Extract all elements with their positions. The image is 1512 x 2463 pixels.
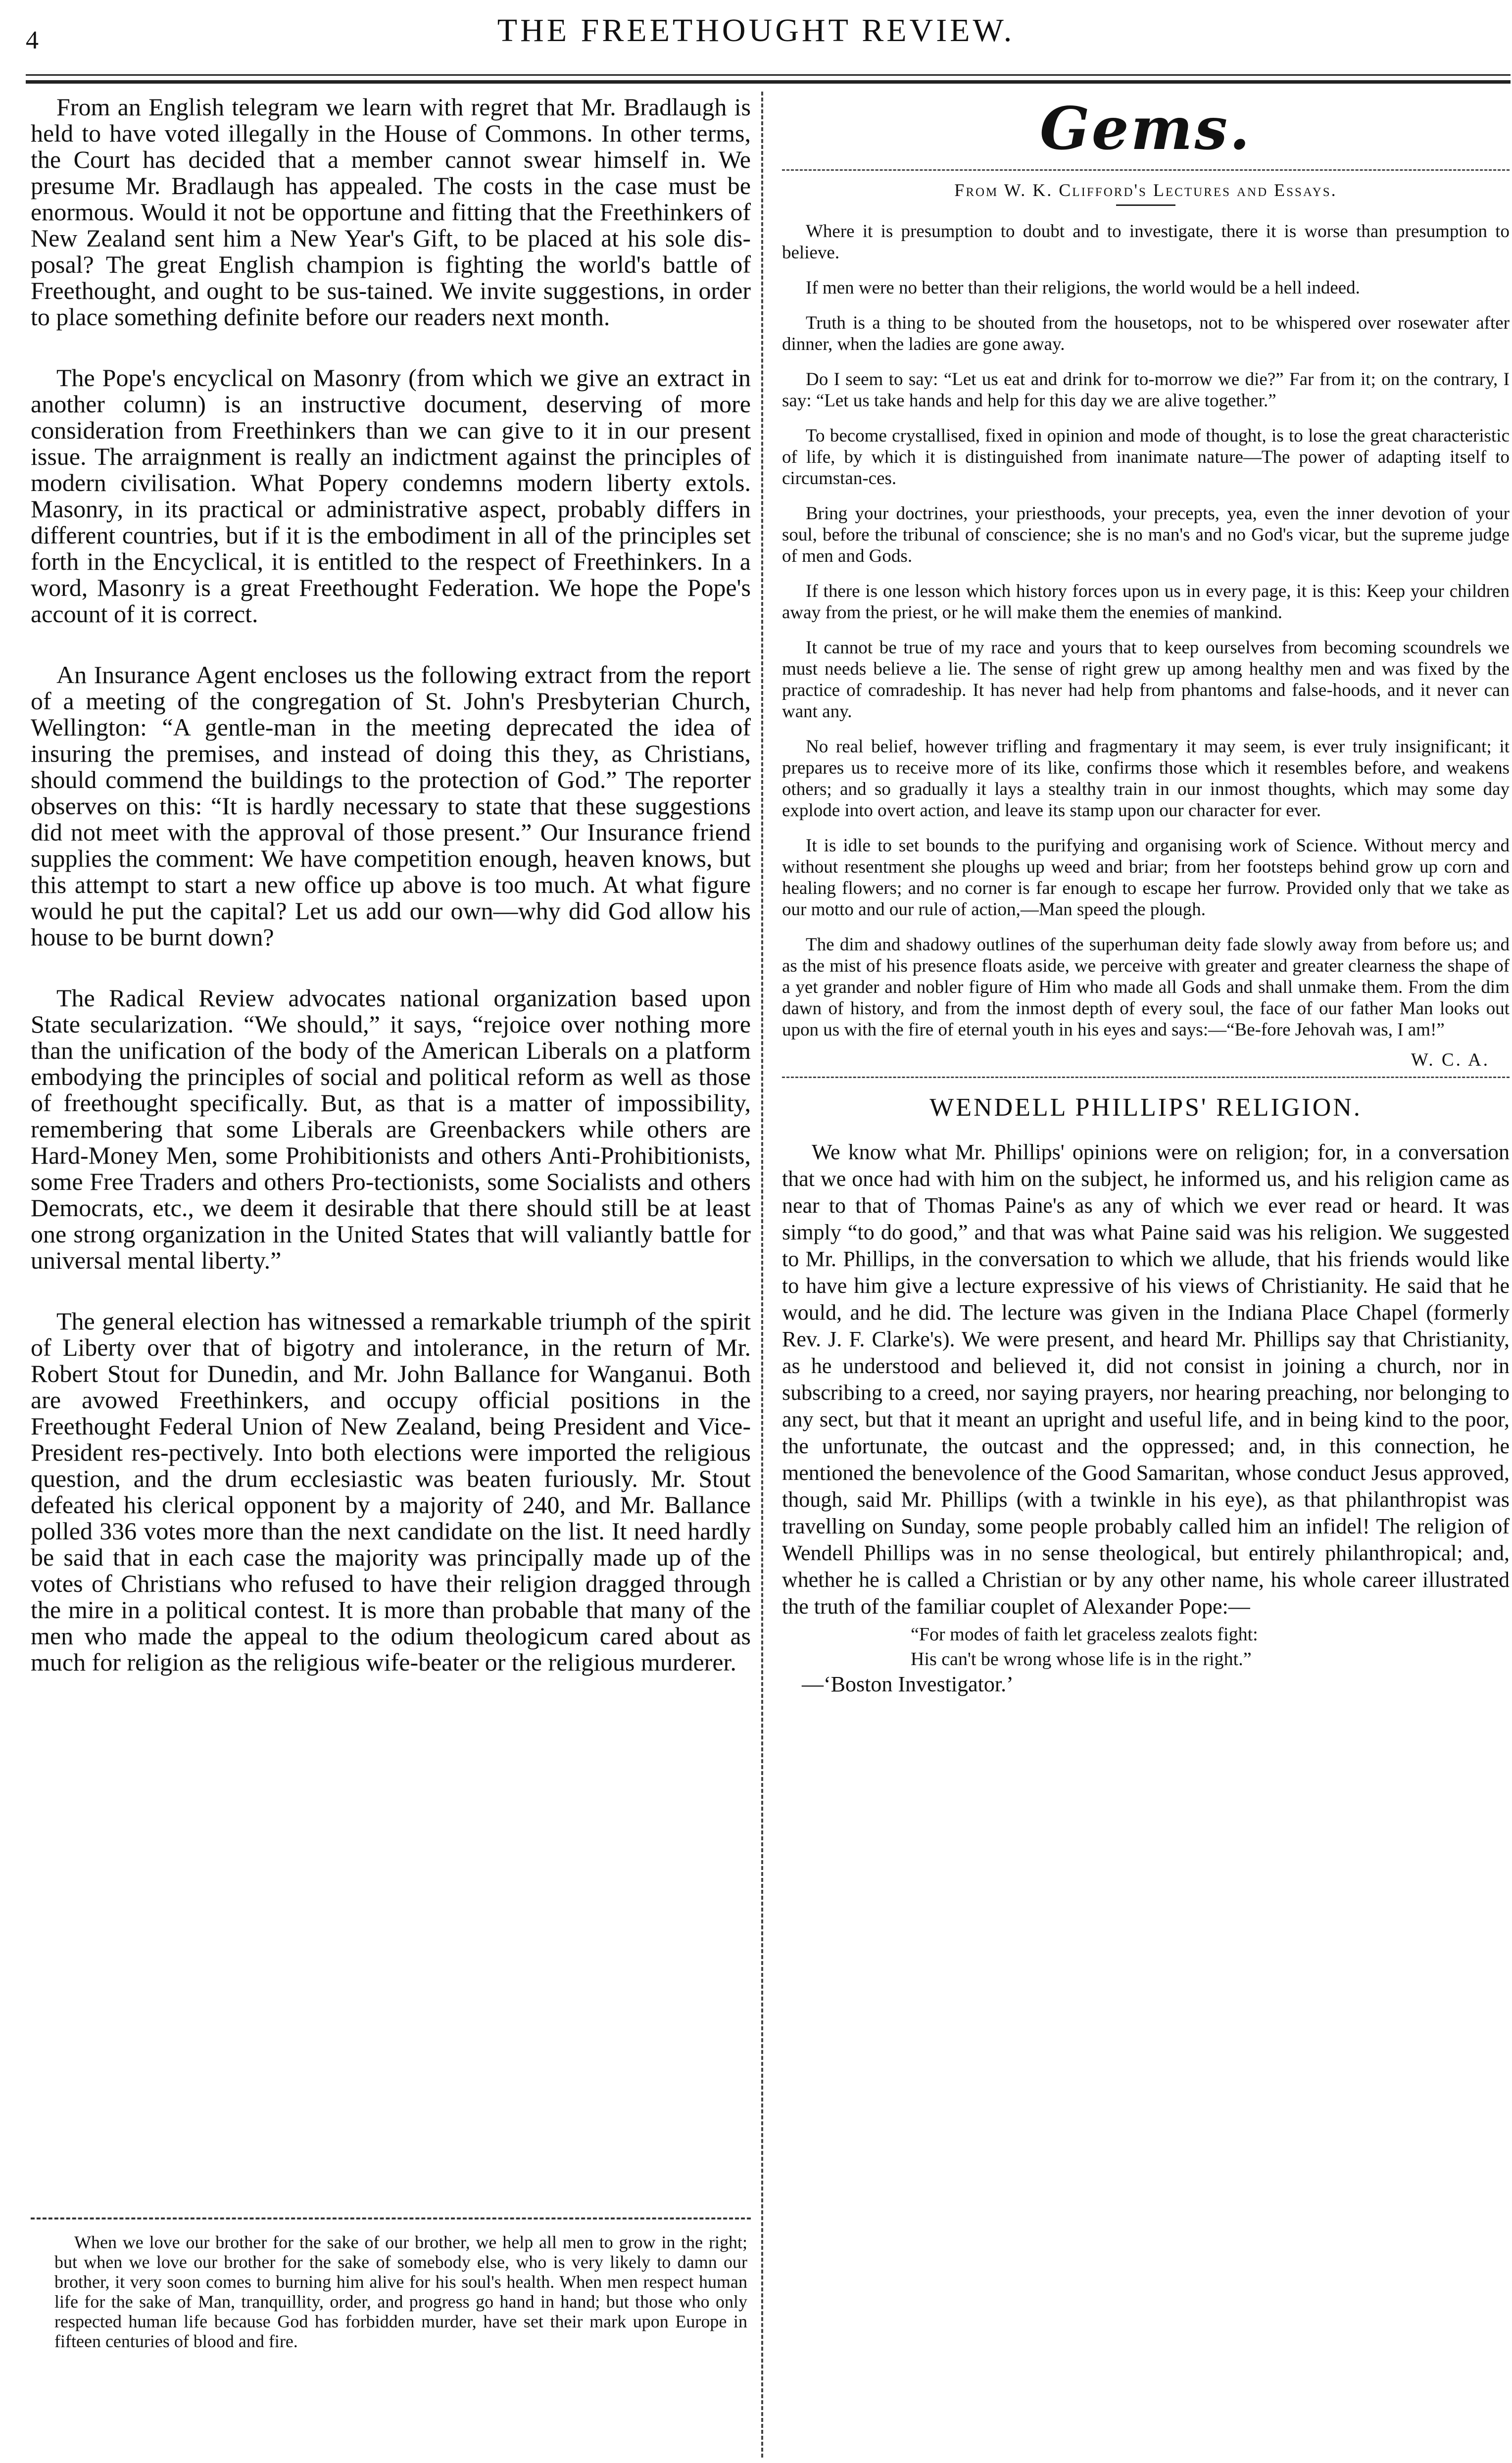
gem-quote: It cannot be true of my race and yours that to keep ourselves from becoming scoundrels we must needs believe a lie. The sense of right grew up among healthy men and was fixed by the practice of comradeship. It has never had help from phantoms and false-hoods, and it never can want any.	[782, 638, 1510, 722]
page-number: 4	[26, 26, 39, 54]
article-attribution: —‘Boston Investigator.’	[802, 1672, 1014, 1696]
gem-quote: Bring your doctrines, your priesthoods, your precepts, yea, even the inner devotion of your soul, before the tribunal of conscience; she is no man's and no God's vicar, but the supreme judge of men and Gods.	[782, 503, 1510, 566]
gem-quote: Where it is presumption to doubt and to investigate, there it is worse than presumption to believe.	[782, 221, 1510, 263]
publication-title: THE FREETHOUGHT REVIEW.	[497, 12, 1015, 49]
column-divider	[761, 92, 763, 2458]
gem-quote: It is idle to set bounds to the purifying and organising work of Science. Without mercy and without resentment she ploughs up weed and briar; from her footsteps behind grow up corn and healing flowers; and no corner is far enough to escape her furrow. Provided only that we take as our motto and our rule of action,—Man speed the plough.	[782, 836, 1510, 920]
gems-signature: W. C. A.	[1411, 1050, 1490, 1070]
gems-rule	[782, 169, 1510, 171]
editorial-bradlaugh: From an English telegram we learn with regret that Mr. Bradlaugh is held to have voted illegally in the House of Commons. In other terms, the Court has decided that a member cannot swear himself in. We presume Mr. Bradlaugh has appealed. The costs in the case must be enormous. Would it not be opportune and fitting that the Freethinkers of New Zealand sent him a New Year's Gift, to be placed at his sole dis-posal? The great English champion is fighting the world's battle of Freethought, and ought to be sus-tained. We invite suggestions, in order to place something definite before our readers next month.	[31, 93, 751, 331]
right-column	[782, 94, 1510, 1696]
article-body: We know what Mr. Phillips' opinions were on religion; for, in a conversation that we once had with him on the subject, he informed us, and his religion came as near to that of Thomas Paine's as any of which we ever read or heard. It was simply “to do good,” and that was what Paine said was his religion. We suggested to Mr. Phillips, in the conversation to which we allude, that his friends would like to have him give a lecture expressive of his views of Christianity. He said that he would, and he did. The lecture was given in the Indiana Place Chapel (formerly Rev. J. F. Clarke's). We were present, and heard Mr. Phillips say that Christianity, as he understood and believed it, did not consist in joining a church, nor in subscribing to a creed, nor saying prayers, nor hearing preaching, nor belonging to any sect, but that it meant an upright and useful life, and in being kind to the poor, the unfortunate, the outcast and the oppressed; and, in this connection, he mentioned the benevolence of the Good Samaritan, whose conduct Jesus approved, though, said Mr. Phillips (with a twinkle in his eye), as that philanthropist was travelling on Sunday, some people probably called him an infidel! The religion of Wendell Phillips was in no sense theological, but entirely philanthropical; and, whether he is called a Christian or by any other name, his whole career illustrated the truth of the familiar couplet of Alexander Pope:—	[782, 1140, 1510, 1619]
gem-quote: If there is one lesson which history forces upon us in every page, it is this: Keep your children away from the priest, or he will make them the enemies of mankind.	[782, 581, 1510, 623]
section-title: WENDELL PHILLIPS' RELIGION.	[929, 1093, 1362, 1122]
editorial-pope-encyclical: The Pope's encyclical on Masonry (from which we give an extract in another column) is an instructive document, deserving of more consideration from Freethinkers than we can give to it in our present issue. The arraignment is really an indictment against the principles of modern civilisation. What Popery condemns modern liberty extols. Masonry, in its practical or administrative aspect, probably differs in different countries, but if it is the embodiment in all of the principles set forth in the Encyclical, it is entitled to the respect of Freethinkers. In a word, Masonry is a great Freethought Federation. We hope the Pope's account of it is correct.	[31, 364, 751, 628]
left-footnote: When we love our brother for the sake of our brother, we help all men to grow in the right; but when we love our brother for the sake of somebody else, who is very likely to damn our brother, it very soon comes to burning him alive for his soul's health. When men respect human life for the sake of Man, tranquillity, order, and progress go hand in hand; but those who only respected human life because God has forbidden murder, have set their mark upon Europe in fifteen centuries of blood and fire.	[54, 2232, 747, 2351]
gem-quote: No real belief, however trifling and fragmentary it may seem, is ever truly insignificant; it prepares us to receive more of its like, confirms those which it resembles before, and weakens others; and so gradually it lays a stealthy train in our inmost thoughts, which may some day explode into overt action, and leave its stamp upon our character for ever.	[782, 737, 1510, 821]
source-heading: From W. K. Clifford's Lectures and Essays.	[954, 180, 1337, 200]
left-footnote-rule	[31, 2217, 751, 2221]
gem-quote: The dim and shadowy outlines of the superhuman deity fade slowly away from before us; and as the mist of his presence floats aside, we perceive with greater and greater clearness the shape of a yet grander and nobler figure of Him who made all Gods and shall unmake them. From the dim dawn of history, and from the inmost depth of every soul, the face of our father Man looks out upon us with the fire of eternal youth in his eyes and says:—“Be-fore Jehovah was, I am!”	[782, 935, 1510, 1040]
gems-title: Gems.	[1039, 94, 1252, 163]
editorial-radical-review: The Radical Review advocates national organization based upon State secularization. “We should,” it says, “rejoice over nothing more than the unification of the body of the American Liberals on a platform embodying the principles of social and political reform as well as those of freethought specifically. But, as that is a matter of impossibility, remembering that some Liberals are Greenbackers while others are Hard-Money Men, some Prohibitionists and others Anti-Prohibitionists, some Free Traders and others Pro-tectionists, some Socialists and others Democrats, etc., we deem it desirable that there should still be at least one strong organization in the United States that will valiantly battle for universal mental liberty.”	[31, 984, 751, 1274]
gem-quote: To become crystallised, fixed in opinion and mode of thought, is to lose the great characteristic of life, by which it is distinguished from inanimate nature—The power of adapting itself to circumstan-ces.	[782, 426, 1510, 489]
header-rule-thin	[26, 74, 1511, 76]
header-rule-thick	[26, 80, 1511, 84]
gem-quote: Truth is a thing to be shouted from the housetops, not to be whispered over rosewater after dinner, when the ladies are gone away.	[782, 313, 1510, 354]
left-column	[31, 94, 751, 1675]
editorial-insurance-agent: An Insurance Agent encloses us the following extract from the report of a meeting of the congregation of St. John's Presbyterian Church, Wellington: “A gentle-man in the meeting deprecated the idea of insuring the premises, and instead of doing this they, as Christians, should commend the buildings to the protection of God.” The reporter observes on this: “It is hardly necessary to state that these suggestions did not meet with the approval of those present.” Our Insurance friend supplies the comment: We have competition enough, heaven knows, but this attempt to start a new office up above is too much. At what figure would he put the capital? Let us add our own—why did God allow his house to be burnt down?	[31, 661, 751, 951]
gem-quote: If men were no better than their religions, the world would be a hell indeed.	[806, 278, 1360, 298]
editorial-general-election: The general election has witnessed a remarkable triumph of the spirit of Liberty over that of bigotry and intolerance, in the return of Mr. Robert Stout for Dunedin, and Mr. John Ballance for Wanganui. Both are avowed Freethinkers, and occupy official positions in the Freethought Federal Union of New Zealand, being President and Vice-President res-pectively. Into both elections were imported the religious question, and the drum ecclesiastic was beaten furiously. Mr. Stout defeated his clerical opponent by a majority of 240, and Mr. Ballance polled 336 votes more than the next candidate on the list. It need hardly be said that in each case the majority was principally made up of the votes of Christians who refused to have their religion dragged through the mire in a political contest. It is more than probable that many of the men who made the appeal to the odium theologicum cared about as much for religion as the religious wife-beater or the religious murderer.	[31, 1307, 751, 1676]
gem-quote: Do I seem to say: “Let us eat and drink for to-morrow we die?” Far from it; on the contrary, I say: “Let us take hands and help for this day we are alive together.”	[782, 369, 1510, 411]
source-rule	[1116, 204, 1175, 206]
verse-line: “For modes of faith let graceless zealots fight:	[911, 1624, 1258, 1645]
verse-line: His can't be wrong whose life is in the right.”	[911, 1649, 1252, 1670]
section-rule	[782, 1077, 1510, 1078]
